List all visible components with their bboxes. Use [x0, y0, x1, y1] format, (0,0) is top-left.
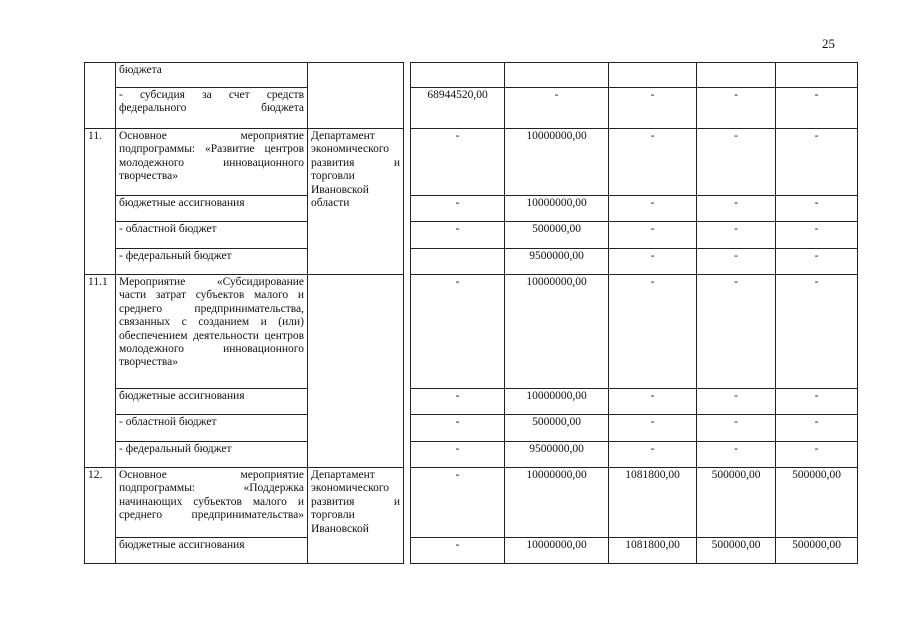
- value-cell: -: [776, 249, 858, 275]
- value-cell: -: [609, 442, 697, 468]
- value-cell: 1081800,00: [609, 538, 697, 564]
- row-name-cell: - субсидия за счет средств федерального бюджета: [116, 88, 308, 129]
- row-index-cell: [85, 63, 116, 129]
- value-cell: 10000000,00: [505, 275, 609, 389]
- responsible-cell: [308, 63, 404, 129]
- row-name-cell: бюджета: [116, 63, 308, 88]
- value-cell: -: [776, 129, 858, 196]
- value-cell: -: [411, 468, 505, 538]
- value-cell: -: [411, 389, 505, 415]
- value-cell: -: [609, 129, 697, 196]
- value-cell: [609, 63, 697, 88]
- value-cell: -: [776, 275, 858, 389]
- responsible-department: Департамент экономического развития и торговли Ивановской: [311, 469, 400, 535]
- value-cell: 10000000,00: [505, 129, 609, 196]
- value-cell: -: [697, 275, 776, 389]
- column-gap: [404, 88, 411, 129]
- column-gap: [404, 275, 411, 389]
- value-cell: -: [411, 275, 505, 389]
- value-cell: -: [776, 222, 858, 249]
- table-row: [85, 442, 858, 468]
- row-name-cell: - федеральный бюджет: [116, 249, 308, 275]
- value-cell: -: [776, 415, 858, 442]
- value-cell: 9500000,00: [505, 249, 609, 275]
- row-name-cell: бюджетные ассигнования: [116, 538, 308, 564]
- row-name-cell: бюджетные ассигнования: [116, 196, 308, 222]
- value-cell: 1081800,00: [609, 468, 697, 538]
- value-cell: 10000000,00: [505, 389, 609, 415]
- value-cell: -: [609, 222, 697, 249]
- row-index-cell: 11.1: [85, 275, 116, 468]
- value-cell: -: [697, 129, 776, 196]
- row-index-cell: 12.: [85, 468, 116, 564]
- value-cell: -: [609, 88, 697, 129]
- row-name-cell: Основное мероприятие подпрограммы: «Развитие центров молодежного инновационного творчества»: [116, 129, 308, 196]
- value-cell: 500000,00: [697, 538, 776, 564]
- table-row: [85, 415, 858, 442]
- value-cell: 500000,00: [505, 415, 609, 442]
- value-cell: 10000000,00: [505, 196, 609, 222]
- value-cell: -: [609, 415, 697, 442]
- row-index-cell: 11.: [85, 129, 116, 275]
- table-row: [85, 275, 858, 389]
- column-gap: [404, 389, 411, 415]
- value-cell: 500000,00: [505, 222, 609, 249]
- value-cell: -: [411, 442, 505, 468]
- column-gap: [404, 442, 411, 468]
- table-row: [85, 468, 858, 538]
- column-gap: [404, 468, 411, 538]
- table-row: [85, 222, 858, 249]
- column-gap: [404, 63, 411, 88]
- responsible-cell: [308, 275, 404, 468]
- value-cell: -: [411, 415, 505, 442]
- column-gap: [404, 415, 411, 442]
- value-cell: [505, 63, 609, 88]
- value-cell: -: [697, 222, 776, 249]
- value-cell: -: [776, 442, 858, 468]
- value-cell: -: [697, 415, 776, 442]
- value-cell: -: [776, 88, 858, 129]
- column-gap: [404, 196, 411, 222]
- responsible-department: Департамент экономического развития и торговли Ивановской области: [311, 130, 400, 210]
- value-cell: -: [411, 222, 505, 249]
- value-cell: 500000,00: [776, 468, 858, 538]
- value-cell: -: [776, 389, 858, 415]
- value-cell: 500000,00: [776, 538, 858, 564]
- table-row: [85, 88, 858, 129]
- column-gap: [404, 538, 411, 564]
- value-cell: -: [697, 389, 776, 415]
- value-cell: -: [697, 88, 776, 129]
- page-number: 25: [822, 36, 835, 51]
- value-cell: 10000000,00: [505, 538, 609, 564]
- value-cell: 68944520,00: [411, 88, 505, 129]
- row-name-cell: бюджетные ассигнования: [116, 389, 308, 415]
- budget-table: [84, 62, 858, 564]
- value-cell: -: [609, 275, 697, 389]
- value-cell: -: [411, 129, 505, 196]
- row-name-cell: - областной бюджет: [116, 415, 308, 442]
- value-cell: -: [697, 196, 776, 222]
- column-gap: [404, 249, 411, 275]
- value-cell: 500000,00: [697, 468, 776, 538]
- value-cell: -: [776, 196, 858, 222]
- value-cell: -: [697, 249, 776, 275]
- value-cell: 10000000,00: [505, 468, 609, 538]
- value-cell: [411, 63, 505, 88]
- responsible-cell: [308, 468, 404, 564]
- table-row: [85, 389, 858, 415]
- column-gap: [404, 222, 411, 249]
- row-name-cell: Мероприятие «Субсидирование части затрат субъектов малого и среднего предпринимательства, связанных с созданием и (или) обеспечением деятельности центров молодежного инновационного творчества»: [116, 275, 308, 389]
- row-name-cell: Основное мероприятие подпрограммы: «Поддержка начинающих субъектов малого и среднего предпринимательства»: [116, 468, 308, 538]
- value-cell: -: [609, 249, 697, 275]
- value-cell: -: [697, 442, 776, 468]
- table-row: [85, 196, 858, 222]
- table-row: [85, 538, 858, 564]
- value-cell: -: [411, 538, 505, 564]
- value-cell: [697, 63, 776, 88]
- table-row: [85, 63, 858, 88]
- row-name-cell: - областной бюджет: [116, 222, 308, 249]
- value-cell: -: [609, 196, 697, 222]
- value-cell: [776, 63, 858, 88]
- value-cell: [411, 249, 505, 275]
- table-row: [85, 129, 858, 196]
- value-cell: -: [411, 196, 505, 222]
- value-cell: -: [505, 88, 609, 129]
- column-gap: [404, 129, 411, 196]
- value-cell: 9500000,00: [505, 442, 609, 468]
- responsible-cell: [308, 129, 404, 275]
- table-row: [85, 249, 858, 275]
- value-cell: -: [609, 389, 697, 415]
- row-name-cell: - федеральный бюджет: [116, 442, 308, 468]
